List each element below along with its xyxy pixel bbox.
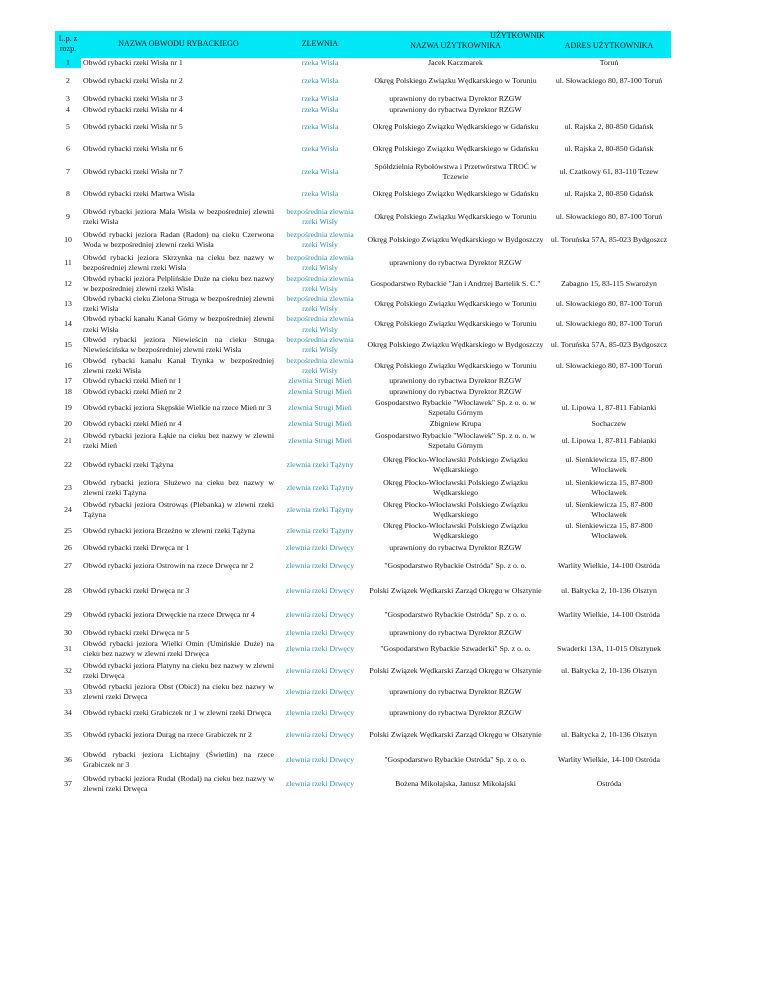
adres-cell xyxy=(547,94,671,105)
obwod-name-cell: Obwód rybacki rzeki Wisła nr 2 xyxy=(83,75,183,85)
uzytkownik-cell: Polski Związek Wędkarski Zarząd Okręgu w Olsztynie xyxy=(369,585,542,595)
zlewnia-cell: zlewnia Strugi Mień xyxy=(288,418,352,428)
obwod-name-cell: Obwód rybacki jeziora Obst (Obicż) na cieku bez nazwy w zlewni rzeki Drwęca xyxy=(83,681,274,701)
zlewnia-cell: bezpośrednia zlewnia rzeki Wisły xyxy=(286,273,354,294)
uzytkownik-cell: Okręg Polskiego Związku Wędkarskiego w Toruniu xyxy=(374,299,537,309)
adres-cell xyxy=(547,681,671,702)
zlewnia-cell: zlewnia rzeki Tążyny xyxy=(286,483,354,493)
zlewnia-cell: zlewnia rzeki Drwęcy xyxy=(285,644,355,654)
uzytkownik-cell: Okręg Polskiego Związku Wędkarskiego w Toruniu xyxy=(374,212,537,222)
adres-cell: ul. Sienkiewicza 15, 87-800 Włocławek xyxy=(565,455,653,475)
uzytkownik-cell: Bożena Mikołajska, Janusz Mikołajski xyxy=(395,778,516,788)
obwod-name-cell: Obwód rybacki jeziora Wielki Omin (Umińskie Duże) na cieku bez nazwy w zlewni rzeki Drwęca xyxy=(83,639,274,659)
table-row xyxy=(55,387,671,398)
zlewnia-cell: bezpośrednia zlewnia rzeki Wisły xyxy=(286,252,354,272)
table-row xyxy=(55,116,671,138)
uzytkownik-cell: Okręg Polskiego Związku Wędkarskiego w Bydgoszczy xyxy=(367,340,544,350)
lp-cell: 8 xyxy=(66,189,70,199)
adres-cell: Warlity Wielkie, 14-100 Ostróda xyxy=(558,754,660,764)
obwod-name-cell: Obwód rybacki jeziora Radan (Radon) na cieku Czerwona Woda w bezpośredniej zlewni rzeki Wisła xyxy=(83,230,274,250)
uzytkownik-cell: "Gospodarstwo Rybackie Szwaderki" Sp. z o. o. xyxy=(380,644,531,654)
table-row xyxy=(55,68,671,94)
lp-cell: 1 xyxy=(55,58,81,68)
zlewnia-cell: bezpośrednia zlewnia rzeki Wisły xyxy=(286,294,354,314)
table-row xyxy=(55,356,671,376)
table-row xyxy=(55,252,671,274)
uzytkownik-cell: uprawniony do rybactwa Dyrektor RZGW xyxy=(389,707,522,717)
adres-cell: Zabagno 15, 83-115 Swarożyn xyxy=(561,278,657,288)
zlewnia-cell: bezpośrednia zlewnia rzeki Wisły xyxy=(286,207,354,227)
obwod-name-cell: Obwód rybacki rzeki Wisła nr 4 xyxy=(83,105,183,115)
zlewnia-cell: zlewnia rzeki Tążyny xyxy=(286,460,354,470)
lp-cell: 21 xyxy=(64,436,72,446)
obwod-name-cell: Obwód rybacki jeziora Skępskie Wielkie na rzece Mień nr 3 xyxy=(83,402,272,412)
table-row xyxy=(55,418,671,429)
table-row xyxy=(55,681,671,702)
table-row xyxy=(55,747,671,772)
zlewnia-cell: rzeka Wisła xyxy=(301,57,339,67)
adres-cell: ul. Toruńska 57A, 85-023 Bydgoszcz xyxy=(550,235,668,245)
zlewnia-cell: zlewnia rzeki Drwęcy xyxy=(285,730,355,740)
table-row xyxy=(55,294,671,314)
header-zlewnia: ZLEWNIA xyxy=(276,31,364,58)
uzytkownik-cell: Okręg Polskiego Związku Wędkarskiego w Toruniu xyxy=(374,319,537,329)
header-lp: L.p. z rozp. xyxy=(55,31,81,58)
table-row xyxy=(55,477,671,499)
table-row xyxy=(55,702,671,723)
zlewnia-cell: zlewnia rzeki Drwęcy xyxy=(285,627,355,637)
zlewnia-cell: zlewnia rzeki Drwęcy xyxy=(285,560,355,570)
adres-cell: ul. Bałtycka 2, 10-136 Olsztyn xyxy=(561,665,657,675)
table-row xyxy=(55,603,671,627)
adres-cell xyxy=(547,627,671,638)
adres-cell xyxy=(547,702,671,723)
table-row xyxy=(55,578,671,603)
obwod-name-cell: Obwód rybacki jeziora Rudal (Rodal) na cieku bez nazwy w zlewni rzeki Drwęca xyxy=(83,773,274,793)
table-row xyxy=(55,274,671,294)
lp-cell: 18 xyxy=(64,387,72,397)
uzytkownik-cell: Gospodarstwo Rybackie "Włocławek" Sp. z o. o. w Szpetalu Górnym xyxy=(375,397,536,418)
lp-cell: 9 xyxy=(66,212,70,222)
obwod-name-cell: Obwód rybacki rzeki Drwęca nr 5 xyxy=(83,627,190,637)
adres-cell: ul. Bałtycka 2, 10-136 Olsztyn xyxy=(561,730,657,740)
adres-cell: Warlity Wielkie, 14-100 Ostróda xyxy=(558,560,660,570)
adres-cell: ul. Rajska 2, 80-850 Gdańsk xyxy=(564,121,654,131)
table-row xyxy=(55,58,671,68)
lp-cell: 3 xyxy=(66,94,70,104)
uzytkownik-cell: "Gospodarstwo Rybackie Ostróda" Sp. z o. o. xyxy=(384,560,527,570)
adres-cell: Swaderki 13A, 11-015 Olsztynek xyxy=(556,644,662,654)
uzytkownik-cell: Okręg Polskiego Związku Wędkarskiego w Toruniu xyxy=(374,75,537,85)
obwod-name-cell: Obwód rybacki jeziora Łąkie na cieku bez nazwy w zlewni rzeki Mień xyxy=(83,431,274,451)
adres-cell: ul. Sienkiewicza 15, 87-800 Włocławek xyxy=(565,521,653,541)
zlewnia-cell: rzeka Wisła xyxy=(301,189,339,199)
table-row xyxy=(55,105,671,116)
obwod-name-cell: Obwód rybacki cieku Zielona Struga w bezpośredniej zlewni rzeki Wisła xyxy=(83,294,274,314)
zlewnia-cell: bezpośrednia zlewnia rzeki Wisły xyxy=(286,355,354,375)
uzytkownik-cell: Polski Związek Wędkarski Zarząd Okręgu w Olsztynie xyxy=(369,730,542,740)
table-row xyxy=(55,772,671,795)
lp-cell: 7 xyxy=(66,166,70,176)
lp-cell: 24 xyxy=(64,504,72,514)
table-row xyxy=(55,520,671,542)
adres-cell: ul. Lipowa 1, 87-811 Fabianki xyxy=(561,436,657,446)
lp-cell: 22 xyxy=(64,460,72,470)
lp-cell: 13 xyxy=(64,299,72,309)
lp-cell: 28 xyxy=(64,585,72,595)
zlewnia-cell: rzeka Wisła xyxy=(301,94,339,104)
lp-cell: 2 xyxy=(66,75,70,85)
zlewnia-cell: zlewnia rzeki Tążyny xyxy=(286,504,354,514)
zlewnia-cell: zlewnia rzeki Drwęcy xyxy=(285,665,355,675)
adres-cell: Warlity Wielkie, 14-100 Ostróda xyxy=(558,610,660,620)
uzytkownik-cell: "Gospodarstwo Rybackie Ostróda" Sp. z o. o. xyxy=(384,754,527,764)
uzytkownik-cell: Gospodarstwo Rybackie "Włocławek" Sp. z o. o. w Szpetalu Górnym xyxy=(375,431,536,451)
lp-cell: 11 xyxy=(64,257,72,267)
adres-cell: ul. Słowackiego 80, 87-100 Toruń xyxy=(555,360,663,370)
adres-cell: ul. Czatkowy 61, 83-110 Tczew xyxy=(559,166,659,176)
uzytkownik-cell: Spółdzielnia Rybołówstwa i Przetwórstwa TROĆ w Tczewie xyxy=(374,161,537,181)
lp-cell: 15 xyxy=(64,340,72,350)
uzytkownik-cell: uprawniony do rybactwa Dyrektor RZGW xyxy=(389,376,522,386)
table-row xyxy=(55,161,671,183)
adres-cell: Sochaczew xyxy=(591,418,627,428)
uzytkownik-cell: uprawniony do rybactwa Dyrektor RZGW xyxy=(389,686,522,696)
uzytkownik-cell: uprawniony do rybactwa Dyrektor RZGW xyxy=(389,105,522,115)
zlewnia-cell: zlewnia Strugi Mień xyxy=(288,402,352,412)
adres-cell: ul. Sienkiewicza 15, 87-800 Włocławek xyxy=(565,478,653,498)
lp-cell: 31 xyxy=(64,644,72,654)
zlewnia-cell: rzeka Wisła xyxy=(301,75,339,85)
obwod-name-cell: Obwód rybacki jeziora Platyny na cieku bez nazwy w zlewni rzeki Drwęca xyxy=(83,660,274,680)
uzytkownik-cell: uprawniony do rybactwa Dyrektor RZGW xyxy=(389,94,522,104)
lp-cell: 30 xyxy=(64,627,72,637)
zlewnia-cell: zlewnia rzeki Drwęcy xyxy=(285,778,355,788)
adres-cell: ul. Słowackiego 80, 87-100 Toruń xyxy=(555,75,663,85)
zlewnia-cell: zlewnia rzeki Drwęcy xyxy=(285,610,355,620)
lp-cell: 34 xyxy=(64,707,72,717)
table-row xyxy=(55,660,671,681)
uzytkownik-cell: uprawniony do rybactwa Dyrektor RZGW xyxy=(389,627,522,637)
obwod-name-cell: Obwód rybacki rzeki Wisła nr 3 xyxy=(83,94,183,104)
obwod-name-cell: Obwód rybacki rzeki Grabiczek nr 1 w zlewni rzeki Drwęca xyxy=(83,707,272,717)
lp-cell: 16 xyxy=(64,360,72,370)
uzytkownik-cell: Okręg Polskiego Związku Wędkarskiego w Gdańsku xyxy=(372,121,539,131)
adres-cell: ul. Słowackiego 80, 87-100 Toruń xyxy=(555,319,663,329)
uzytkownik-cell: Okręg Płocko-Włocławski Polskiego Związku Wędkarskiego xyxy=(383,499,528,519)
uzytkownik-cell: Jacek Kaczmarek xyxy=(428,57,483,67)
obwod-name-cell: Obwód rybacki rzeki Drwęca nr 3 xyxy=(83,585,190,595)
table-row xyxy=(55,183,671,206)
table-body xyxy=(55,58,671,795)
obwod-name-cell: Obwód rybacki rzeki Wisła nr 1 xyxy=(83,57,183,67)
adres-cell xyxy=(547,376,671,387)
header-nazwa-uzytkownika: NAZWA UŻYTKOWNIKA xyxy=(364,41,547,51)
zlewnia-cell: bezpośrednia zlewnia rzeki Wisły xyxy=(286,230,354,250)
zlewnia-cell: zlewnia rzeki Drwęcy xyxy=(285,542,355,552)
table-row xyxy=(55,553,671,578)
obwod-name-cell: Obwód rybacki rzeki Wisła nr 7 xyxy=(83,166,183,176)
zlewnia-cell: zlewnia rzeki Drwęcy xyxy=(285,686,355,696)
obwod-name-cell: Obwód rybacki rzeki Tążyna xyxy=(83,460,174,470)
uzytkownik-cell: Okręg Płocko-Włocławski Polskiego Związku Wędkarskiego xyxy=(383,455,528,475)
adres-cell xyxy=(547,387,671,398)
uzytkownik-cell: Zbigniew Krupa xyxy=(429,418,482,428)
zlewnia-cell: rzeka Wisła xyxy=(301,121,339,131)
lp-cell: 12 xyxy=(64,278,72,288)
lp-cell: 29 xyxy=(64,610,72,620)
lp-cell: 35 xyxy=(64,730,72,740)
adres-cell xyxy=(547,252,671,274)
zlewnia-cell: zlewnia rzeki Tążyny xyxy=(286,526,354,536)
adres-cell: ul. Sienkiewicza 15, 87-800 Włocławek xyxy=(565,499,653,519)
obwod-name-cell: Obwód rybacki rzeki Mień nr 2 xyxy=(83,387,182,397)
obwod-name-cell: Obwód rybacki kanału Kanał Górny w bezpośredniej zlewni rzeki Wisła xyxy=(83,314,274,334)
adres-cell: ul. Rajska 2, 80-850 Gdańsk xyxy=(564,144,654,154)
obwod-name-cell: Obwód rybacki jeziora Brzeźno w zlewni rzeki Tążyna xyxy=(83,526,255,536)
lp-cell: 20 xyxy=(64,418,72,428)
adres-cell: Toruń xyxy=(599,57,619,67)
uzytkownik-cell: Okręg Płocko-Włocławski Polskiego Związku Wędkarskiego xyxy=(383,478,528,498)
adres-cell: ul. Słowackiego 80, 87-100 Toruń xyxy=(555,212,663,222)
uzytkownik-cell: uprawniony do rybactwa Dyrektor RZGW xyxy=(389,387,522,397)
adres-cell xyxy=(547,105,671,116)
adres-cell: ul. Toruńska 57A, 85-023 Bydgoszcz xyxy=(550,340,668,350)
zlewnia-cell: zlewnia Strugi Mień xyxy=(288,376,352,386)
lp-cell: 23 xyxy=(64,483,72,493)
table-row xyxy=(55,314,671,334)
lp-cell: 5 xyxy=(66,121,70,131)
lp-cell: 37 xyxy=(64,778,72,788)
uzytkownik-cell: Okręg Polskiego Związku Wędkarskiego w Bydgoszczy xyxy=(367,235,544,245)
zlewnia-cell: zlewnia Strugi Mień xyxy=(288,387,352,397)
table-row xyxy=(55,94,671,105)
table-row xyxy=(55,138,671,161)
table-row xyxy=(55,229,671,252)
obwod-name-cell: Obwód rybacki jeziora Ostrowąs (Plebanka) w zlewni rzeki Tążyna xyxy=(83,499,274,519)
obwod-name-cell: Obwód rybacki jeziora Pelplińskie Duże na cieku bez nazwy w bezpośredniej zlewni rzeki Wisła xyxy=(83,273,274,294)
table-row xyxy=(55,627,671,638)
obwod-name-cell: Obwód rybacki rzeki Mień nr 1 xyxy=(83,376,182,386)
lp-cell: 26 xyxy=(64,542,72,552)
table-row xyxy=(55,453,671,477)
table-row xyxy=(55,429,671,453)
adres-cell: ul. Słowackiego 80, 87-100 Toruń xyxy=(555,299,663,309)
lp-cell: 4 xyxy=(66,105,70,115)
obwod-name-cell: Obwód rybacki jeziora Durąg na rzece Grabiczek nr 2 xyxy=(83,730,252,740)
table-row xyxy=(55,499,671,520)
table-row xyxy=(55,723,671,747)
table-row xyxy=(55,638,671,660)
lp-cell: 36 xyxy=(64,754,72,764)
obwod-name-cell: Obwód rybacki jeziora Lichtajny (Świetlin) na rzece Grabiczek nr 3 xyxy=(83,749,274,769)
uzytkownik-cell: "Gospodarstwo Rybackie Ostróda" Sp. z o. o. xyxy=(384,610,527,620)
uzytkownik-cell: Okręg Polskiego Związku Wędkarskiego w Gdańsku xyxy=(372,144,539,154)
uzytkownik-cell: uprawniony do rybactwa Dyrektor RZGW xyxy=(389,542,522,552)
obwod-name-cell: Obwód rybacki jeziora Mała Wisła w bezpośredniej zlewni rzeki Wisła xyxy=(83,207,274,227)
uzytkownik-cell: Polski Związek Wędkarski Zarząd Okręgu w Olsztynie xyxy=(369,665,542,675)
uzytkownik-cell: Okręg Polskiego Związku Wędkarskiego w Gdańsku xyxy=(372,189,539,199)
adres-cell: ul. Bałtycka 2, 10-136 Olsztyn xyxy=(561,585,657,595)
zlewnia-cell: zlewnia rzeki Drwęcy xyxy=(285,754,355,764)
table-row xyxy=(55,542,671,553)
lp-cell: 19 xyxy=(64,402,72,412)
header-nazwa-obwodu: NAZWA OBWODU RYBACKIEGO xyxy=(81,31,276,58)
uzytkownik-cell: uprawniony do rybactwa Dyrektor RZGW xyxy=(389,257,522,267)
zlewnia-cell: zlewnia Strugi Mień xyxy=(288,436,352,446)
obwod-name-cell: Obwód rybacki jeziora Służewo na cieku bez nazwy w zlewni rzeki Tążyna xyxy=(83,478,274,498)
table-header xyxy=(55,31,671,58)
lp-cell: 6 xyxy=(66,144,70,154)
obwod-name-cell: Obwód rybacki rzeki Mień nr 4 xyxy=(83,418,182,428)
zlewnia-cell: bezpośrednia zlewnia rzeki Wisły xyxy=(286,314,354,334)
zlewnia-cell: rzeka Wisła xyxy=(301,144,339,154)
zlewnia-cell: zlewnia rzeki Drwęcy xyxy=(285,707,355,717)
obwod-name-cell: Obwód rybacki jeziora Ostrowin na rzece Drwęca nr 2 xyxy=(83,560,254,570)
lp-cell: 27 xyxy=(64,560,72,570)
header-adres-uzytkownika: ADRES UŻYTKOWNIKA xyxy=(547,41,671,51)
header-uzytkownik: UŻYTKOWNIK xyxy=(364,31,671,41)
obwod-name-cell: Obwód rybacki rzeki Wisła nr 6 xyxy=(83,144,183,154)
adres-cell: ul. Lipowa 1, 87-811 Fabianki xyxy=(561,402,657,412)
table-row xyxy=(55,335,671,356)
obwod-name-cell: Obwód rybacki jeziora Drwęckie na rzece Drwęca nr 4 xyxy=(83,610,255,620)
obwod-name-cell: Obwód rybacki kanału Kanał Trynka w bezpośredniej zlewni rzeki Wisła xyxy=(83,355,274,375)
adres-cell: ul. Rajska 2, 80-850 Gdańsk xyxy=(564,189,654,199)
obwod-name-cell: Obwód rybacki rzeki Drwęca nr 1 xyxy=(83,542,190,552)
table-row xyxy=(55,398,671,418)
adres-cell: Ostróda xyxy=(596,778,622,788)
zlewnia-cell: rzeka Wisła xyxy=(301,105,339,115)
obwod-name-cell: Obwód rybacki jeziora Skrzynka na cieku bez nazwy w bezpośredniej zlewni rzeki Wisła xyxy=(83,252,274,272)
obwod-name-cell: Obwód rybacki rzeki Wisła nr 5 xyxy=(83,121,183,131)
lp-cell: 14 xyxy=(64,319,72,329)
lp-cell: 10 xyxy=(64,235,72,245)
zlewnia-cell: bezpośrednia zlewnia rzeki Wisły xyxy=(286,335,354,355)
fishing-districts-table xyxy=(55,31,671,795)
zlewnia-cell: zlewnia rzeki Drwęcy xyxy=(285,585,355,595)
uzytkownik-cell: Gospodarstwo Rybackie "Jan i Andrzej Bartelik S. C." xyxy=(370,278,541,288)
lp-cell: 17 xyxy=(64,376,72,386)
uzytkownik-cell: Okręg Polskiego Związku Wędkarskiego w Toruniu xyxy=(374,360,537,370)
lp-cell: 33 xyxy=(64,686,72,696)
adres-cell xyxy=(547,542,671,553)
table-row xyxy=(55,206,671,229)
zlewnia-cell: rzeka Wisła xyxy=(301,166,339,176)
lp-cell: 25 xyxy=(64,526,72,536)
obwod-name-cell: Obwód rybacki rzeki Martwa Wisła xyxy=(83,189,195,199)
lp-cell: 32 xyxy=(64,665,72,675)
table-row xyxy=(55,376,671,387)
uzytkownik-cell: Okręg Płocko-Włocławski Polskiego Związku Wędkarskiego xyxy=(383,521,528,541)
obwod-name-cell: Obwód rybacki jeziora Niewieścin na cieku Struga Niewieścińska w bezpośredniej zlewni rzeki Wisła xyxy=(83,335,274,355)
